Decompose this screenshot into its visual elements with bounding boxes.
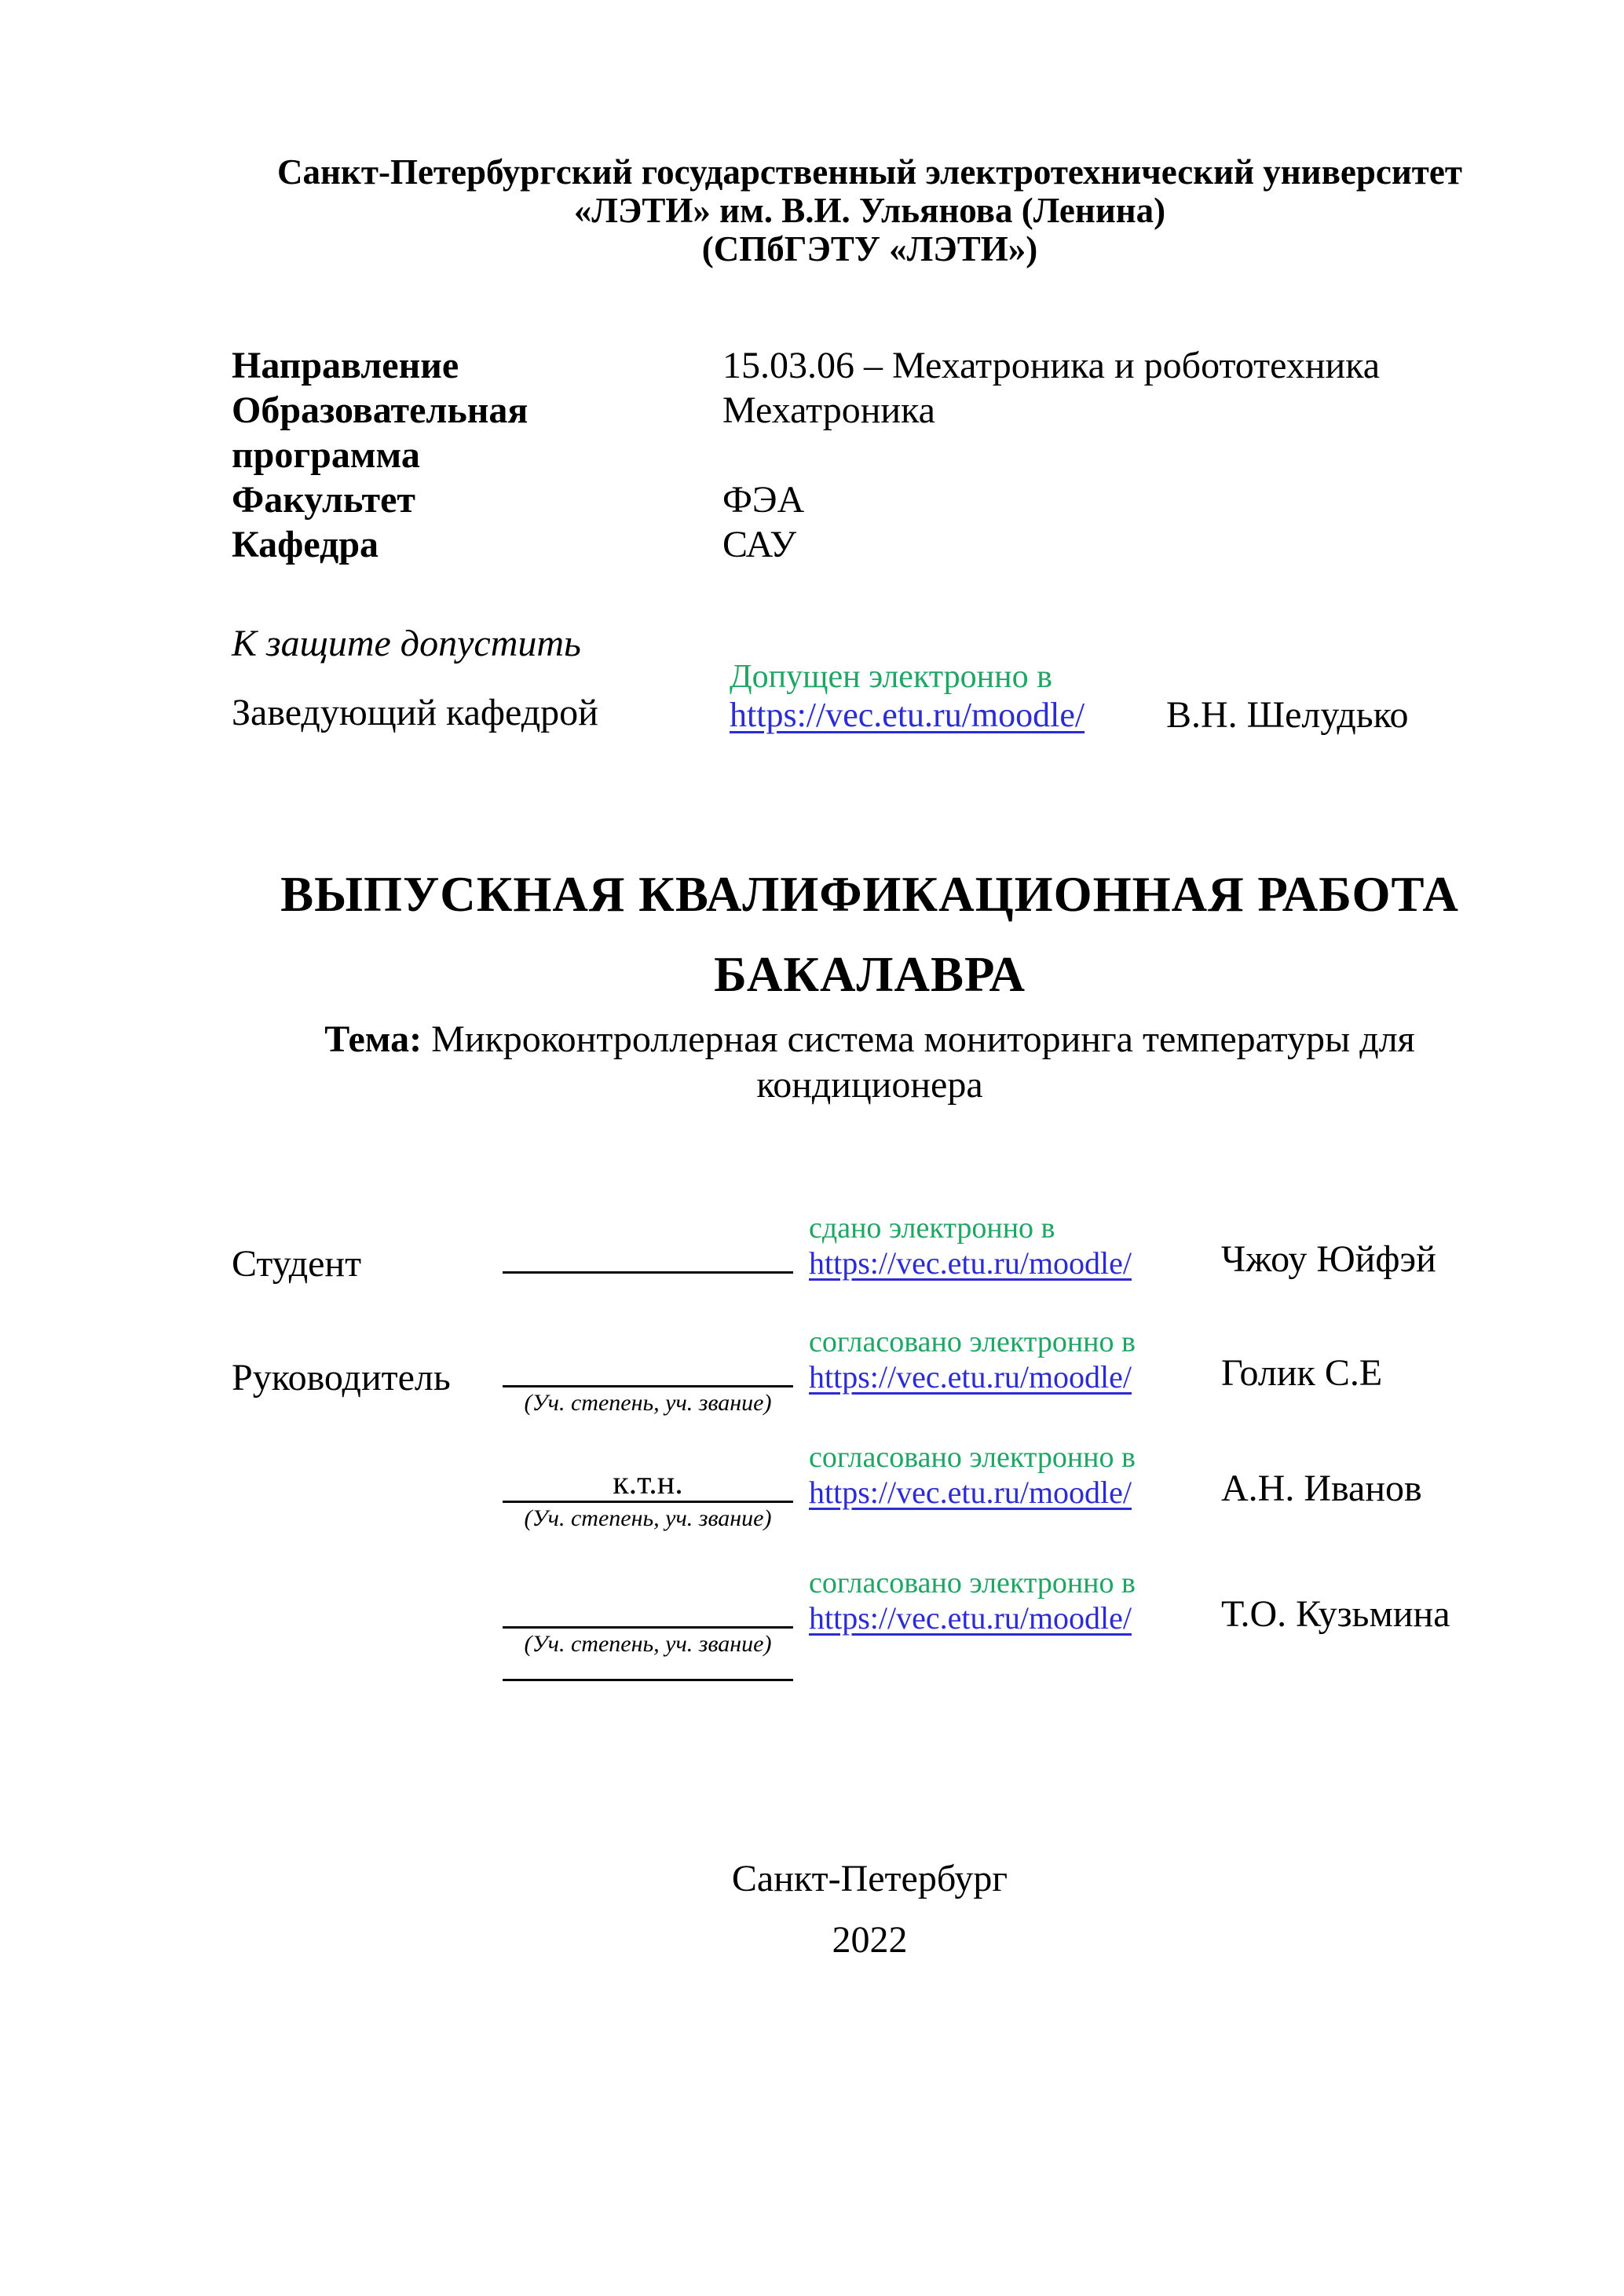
signature-row-reviewer <box>232 1566 1508 1699</box>
consultant-degree-caption: (Уч. степень, уч. звание) <box>524 1505 772 1531</box>
consultant-status-text: согласовано электронно в <box>809 1441 1136 1474</box>
student-status-block <box>809 1211 1132 1281</box>
reviewer-status-block <box>809 1566 1136 1636</box>
reviewer-signature-slot <box>503 1566 793 1658</box>
student-moodle-link[interactable]: https://vec.etu.ru/moodle/ <box>809 1245 1132 1281</box>
supervisor-status-block <box>809 1325 1136 1395</box>
university-name-line3: (СПбГЭТУ «ЛЭТИ») <box>701 229 1038 269</box>
consultant-status-block <box>809 1440 1136 1511</box>
signature-row-consultant <box>232 1440 1508 1574</box>
work-title <box>232 854 1508 1015</box>
empty-signature-line <box>503 1679 793 1681</box>
signature-row-supervisor <box>232 1325 1508 1458</box>
student-signature-line <box>503 1211 793 1274</box>
student-name: Чжоу Юйфэй <box>1221 1238 1436 1280</box>
theme-block <box>232 1017 1508 1108</box>
supervisor-moodle-link[interactable]: https://vec.etu.ru/moodle/ <box>809 1359 1132 1395</box>
supervisor-signature-slot <box>503 1325 793 1417</box>
permit-to-defense-text: К защите допустить <box>232 623 581 664</box>
supervisor-degree-caption: (Уч. степень, уч. звание) <box>524 1390 772 1416</box>
admission-status-text: Допущен электронно в <box>730 659 1052 695</box>
field-label-department: Кафедра <box>232 524 379 565</box>
program-info <box>232 343 1508 567</box>
reviewer-degree-caption: (Уч. степень, уч. звание) <box>524 1631 772 1657</box>
student-status-text: сдано электронно в <box>809 1212 1055 1245</box>
theme-label: Тема: <box>324 1018 422 1060</box>
footer-city: Санкт-Петербург <box>731 1858 1008 1899</box>
theme-text: Микроконтроллерная система мониторинга температуры для кондиционера <box>431 1018 1415 1106</box>
reviewer-signature-line <box>503 1566 793 1629</box>
reviewer-moodle-link[interactable]: https://vec.etu.ru/moodle/ <box>809 1600 1132 1636</box>
field-value-department: САУ <box>722 524 797 565</box>
reviewer-name: Т.О. Кузьмина <box>1221 1593 1450 1635</box>
consultant-moodle-link[interactable]: https://vec.etu.ru/moodle/ <box>809 1475 1132 1510</box>
work-title-line1: ВЫПУСКНАЯ КВАЛИФИКАЦИОННАЯ РАБОТА <box>280 867 1459 922</box>
admission-moodle-link[interactable]: https://vec.etu.ru/moodle/ <box>730 696 1085 734</box>
work-title-line2: БАКАЛАВРА <box>714 947 1026 1002</box>
admission-row <box>232 658 1508 768</box>
reviewer-status-text: согласовано электронно в <box>809 1567 1136 1600</box>
field-label-edu-program: Образовательная программа <box>232 389 529 476</box>
field-value-direction: 15.03.06 – Мехатроника и робототехника <box>722 345 1381 386</box>
supervisor-signature-line <box>503 1325 793 1387</box>
student-label: Студент <box>232 1243 362 1285</box>
consultant-signature-slot <box>503 1440 793 1532</box>
consultant-name: А.Н. Иванов <box>1221 1468 1422 1509</box>
university-name-line1: Санкт-Петербургский государственный электротехнический университет <box>277 152 1462 192</box>
department-head-label: Заведующий кафедрой <box>232 692 598 733</box>
student-signature-slot <box>503 1211 793 1274</box>
university-header <box>232 153 1508 269</box>
university-name-line2: «ЛЭТИ» им. В.И. Ульянова (Ленина) <box>573 191 1166 230</box>
footer <box>232 1848 1508 1971</box>
footer-year: 2022 <box>832 1919 908 1961</box>
admission-status-block <box>730 658 1084 735</box>
field-label-faculty: Факультет <box>232 479 415 521</box>
supervisor-status-text: согласовано электронно в <box>809 1325 1136 1358</box>
field-value-faculty: ФЭА <box>722 479 805 521</box>
consultant-degree-text: к.т.н. <box>503 1440 793 1503</box>
supervisor-label: Руководитель <box>232 1357 451 1398</box>
field-value-edu-program: Мехатроника <box>722 389 935 431</box>
supervisor-name: Голик С.Е <box>1221 1352 1383 1394</box>
field-label-direction: Направление <box>232 345 459 386</box>
department-head-name: В.Н. Шелудько <box>1166 694 1409 736</box>
